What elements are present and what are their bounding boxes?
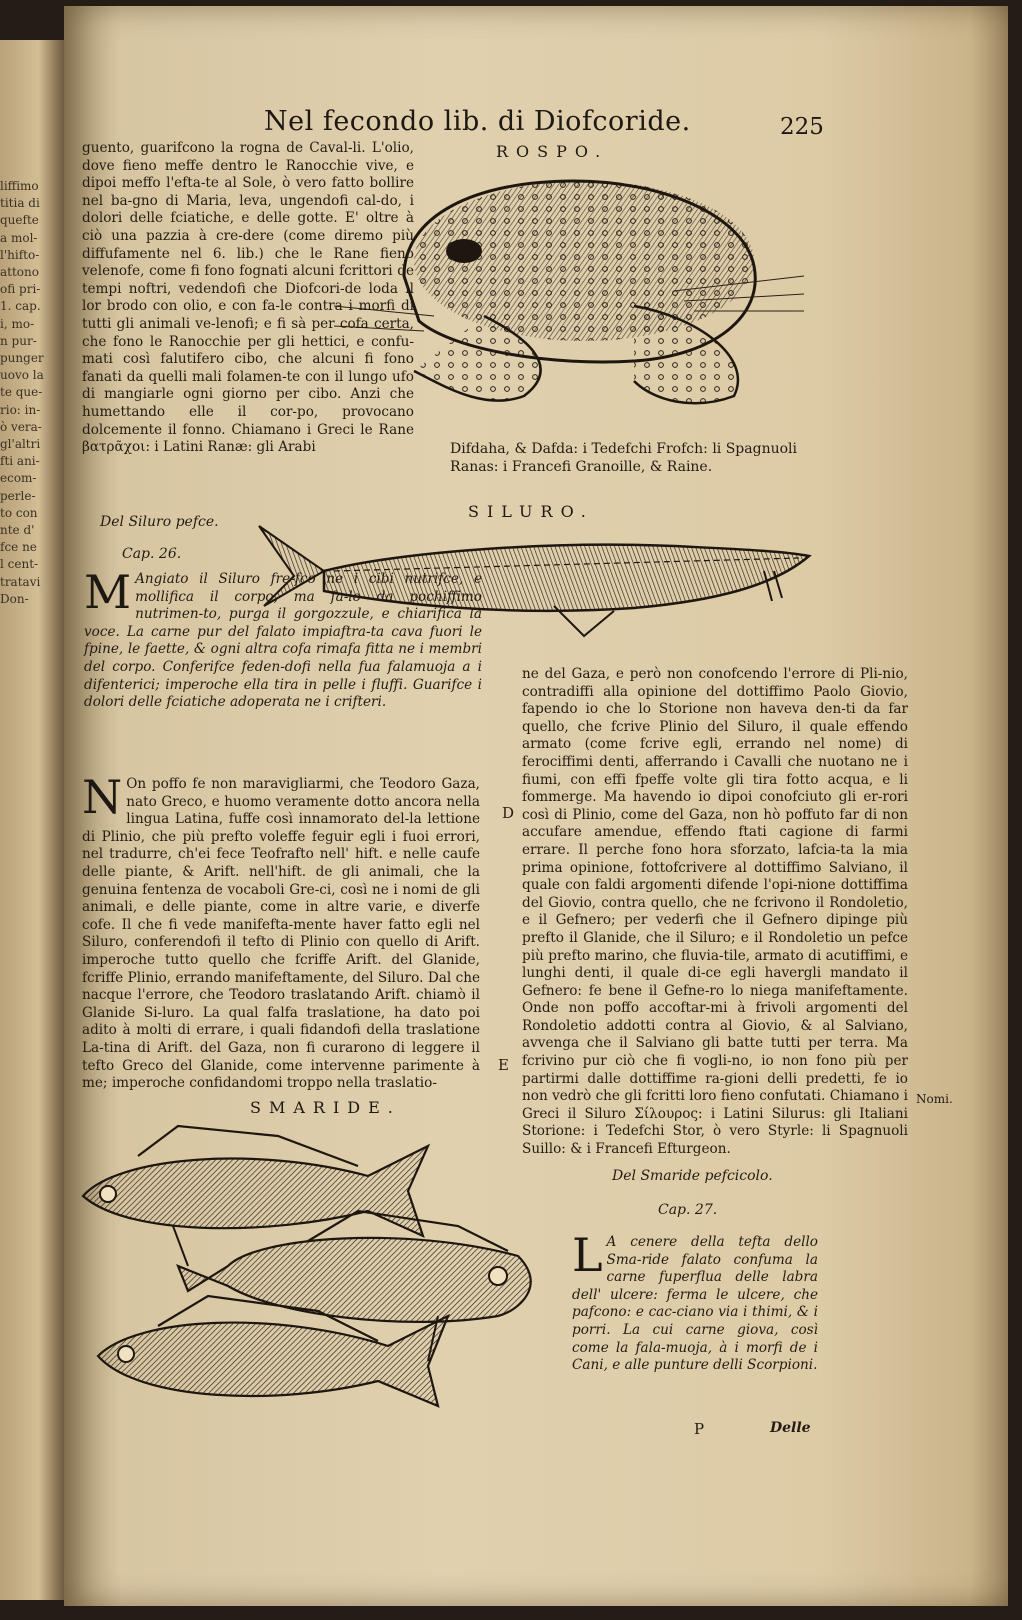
left-page-edge [0,40,64,1600]
smaride-paragraph: A cenere della tefta dello Sma-ride falato confuma la carne fuperflua delle labra dell' ulcere: ferma le ulcere, che pafcono: e cac-ciano via i thimi, & i porri. La cui carne giova, così come la fala-muoja, à i morfi de i Cani, e alle punture delli Scorpioni. [572,1234,818,1374]
siluro-chapter-number: Cap. 26. [122,546,182,562]
left-margin-text: liffimo titia di quefte a mol- l'hifto- attono ofi pri- 1. cap. i, mo- n pur- punger uovo la te que- rio: in- ò vera- gl'altri fti ani- ecom- perle- to con nte d' fce ne l cent- tratavi Don- [0,179,44,606]
fish-woodcut [78,1116,558,1436]
smaride-text [572,1228,818,1375]
siluro-chapter-title: Del Siluro pefce. [100,514,219,530]
siluro-commentary-dropcap: N [82,770,123,824]
siluro-caption: SILURO. [468,502,594,521]
signature-mark: P [694,1420,705,1438]
book-page [64,6,1008,1606]
siluro-commentary-right-paragraph: ne del Gaza, e però non conofcendo l'errore di Pli-nio, contradiffi alla opinione del dottiffimo Paolo Giovio, fapendo io che lo Storione non haveva den-ti da far quello, che fcrive Plinio del Siluro, il quale effendo armato (come fcrive egli, errando nel nome) di ferociffimi denti, afferrando i Cavalli che nuotano ne i fiumi, con effi fpeffe volte gli tira fotto acqua, e li fommerge. Ma havendo io dipoi conofciuto gli er-rori così di Plinio, come del Gaza, non hò poffuto far di non accufare amendue, effendo ftati cagione di farmi errare. Il perche fono hora sforzato, lafcia-ta la mia prima opinione, fottofcrivere al dottiffimo Salviano, il quale con faldi argomenti difende l'opi-nione dottiffima del Giovio, contra quello, che ne fcrivono il Rondoletio, e il Gefnero; per vederfi che il Gefnero dipinge più prefto il Glanide, che il Siluro; e il Rondoletio un pefce più prefto marino, che fluvia-tile, armato di acutiffimi, e lunghi denti, il quale di-ce egli havergli mandato il Gefnero: fe bene il Gefne-ro lo niega manifeftamente. Onde non poffo accoftar-mi à frivoli argomenti del Rondoletio addotti contra al Giovio, & al Salviano, avvenga che il Salviano gli batte tutti per terra. Ma fcrivino pur ciò che fi vogli-no, io non fono più per partirmi dalle dottiffime ra-gioni delli predetti, fe io non vedrò che gli fcritti loro fieno confutati. Chiamano i Greci il Siluro Σίλουρος: i Latini Silurus: gli Italiani Storione: i Tedefchi Stor, ò vero Styrle: li Spagnuoli Suillo: & i Francefi Efturgeon. [522,666,908,1158]
siluro-dioscorides-paragraph: Angiato il Siluro fre-fco ne i cibi nutrifce, e mollifica il corpo, ma fa-lo da pochiffimo nutrimen-to, purga il gorgozzule, e chiarifica la voce. La carne pur del falato impiaftra-ta cava fuori le fpine, le faette, & ogni altra cofa rimafa fitta ne i membri del corpo. Conferifce feden-dofi nella fua falamuoja a i difenterici; imperoche ella tira in pelle i fluffi. Guarifce i dolori delle fciatiche adoperata ne i crifteri. [84,571,482,711]
marginal-note-nomi: Nomi. [916,1092,953,1106]
siluro-commentary-left-paragraph: On poffo fe non maravigliarmi, che Teodoro Gaza, nato Greco, e huomo veramente dotto ancora nella lingua Latina, fuffe così innamorato del-la lettione di Plinio, che più prefto voleffe feguir egli i fuoi errori, nel tradurre, ch'ei fece Teofrafto nell' hift. e nelle caufe delle piante, & Arift. nell'hift. de gli animali, che la genuina fentenza de vocaboli Gre-ci, così ne i nomi de gli animali, e delle piante, come in altre varie, e diverfe cofe. Il che fi vede manifefta-mente haver fatto egli nel Siluro, conferendofi il tefto di Plinio con quello di Arift. imperoche tutto quello che fcriffe Arift. del Glanide, fcriffe Plinio, errando manifeftamente, del Siluro. Dal che nacque l'errore, che Teodoro traslatando Arift. chiamò il Glanide Si-luro. La qual falfa traslatione, ha dato poi adito à molti di errare, i quali fidandofi della traslatione La-tina di Arift. del Gaza, non fi curarono di leggere il tefto Greco del Glanide, come intervenne parimente à me; imperoche confidandomi troppo nella traslatio- [82,776,480,1092]
rospo-paragraph: guento, guarifcono la rogna de Caval-li. L'olio, dove fieno meffe dentro le Ranocchie vive, e dipoi meffo l'efta-te al Sole, ò vero fatto bollire nel ba-gno di Maria, leva, ungendofi cal-do, i dolori delle fciatiche, e delle gotte. E' oltre à ciò una pazzia à cre-dere (come diremo più diffufamente nel 6. lib.) che le Rane fieno velenofe, come fi fono fognati alcuni fcrittori de tempi noftri, vedendofi che Diofcori-de loda il lor brodo con olio, e con fa-le contra i morfi di tutti gli animali ve-lenofi; e fi sà per cofa certa, che fono le Ranocchie per gli hettici, e confu-mati così falutifero cibo, che alcuni fi fono fanati da quelli mali folamen-te con il lungo ufo di mangiarle ogni giorno per cibo. Anzi che humettando elle il cor-po, provocano dolcemente il fonno. Chiamano i Greci le Rane βατρᾶχοι: i Latini Ranæ: gli Arabi [82,140,414,456]
siluro-dropcap: M [84,565,132,619]
smaride-chapter-number: Cap. 27. [658,1202,718,1218]
running-head: Nel fecondo lib. di Diofcoride. [264,106,691,137]
marginal-letter-e: E [498,1056,509,1074]
siluro-dioscorides-text [84,565,482,712]
catchword: Delle [770,1420,811,1436]
smaride-dropcap: L [572,1228,603,1282]
siluro-commentary-right [522,666,908,1159]
marginal-letter-d: D [502,804,515,822]
smaride-caption: SMARIDE. [250,1098,401,1117]
rospo-names: Difdaha, & Dafda: i Tedefchi Frofch: li Spagnuoli Ranas: i Francefi Granoille, & Raine. [450,441,797,475]
page-number: 225 [780,114,824,140]
siluro-commentary-left [82,770,480,1093]
rospo-text-left [82,140,414,457]
rospo-caption: ROSPO. [496,142,609,161]
smaride-chapter-title: Del Smaride pefcicolo. [612,1168,773,1184]
